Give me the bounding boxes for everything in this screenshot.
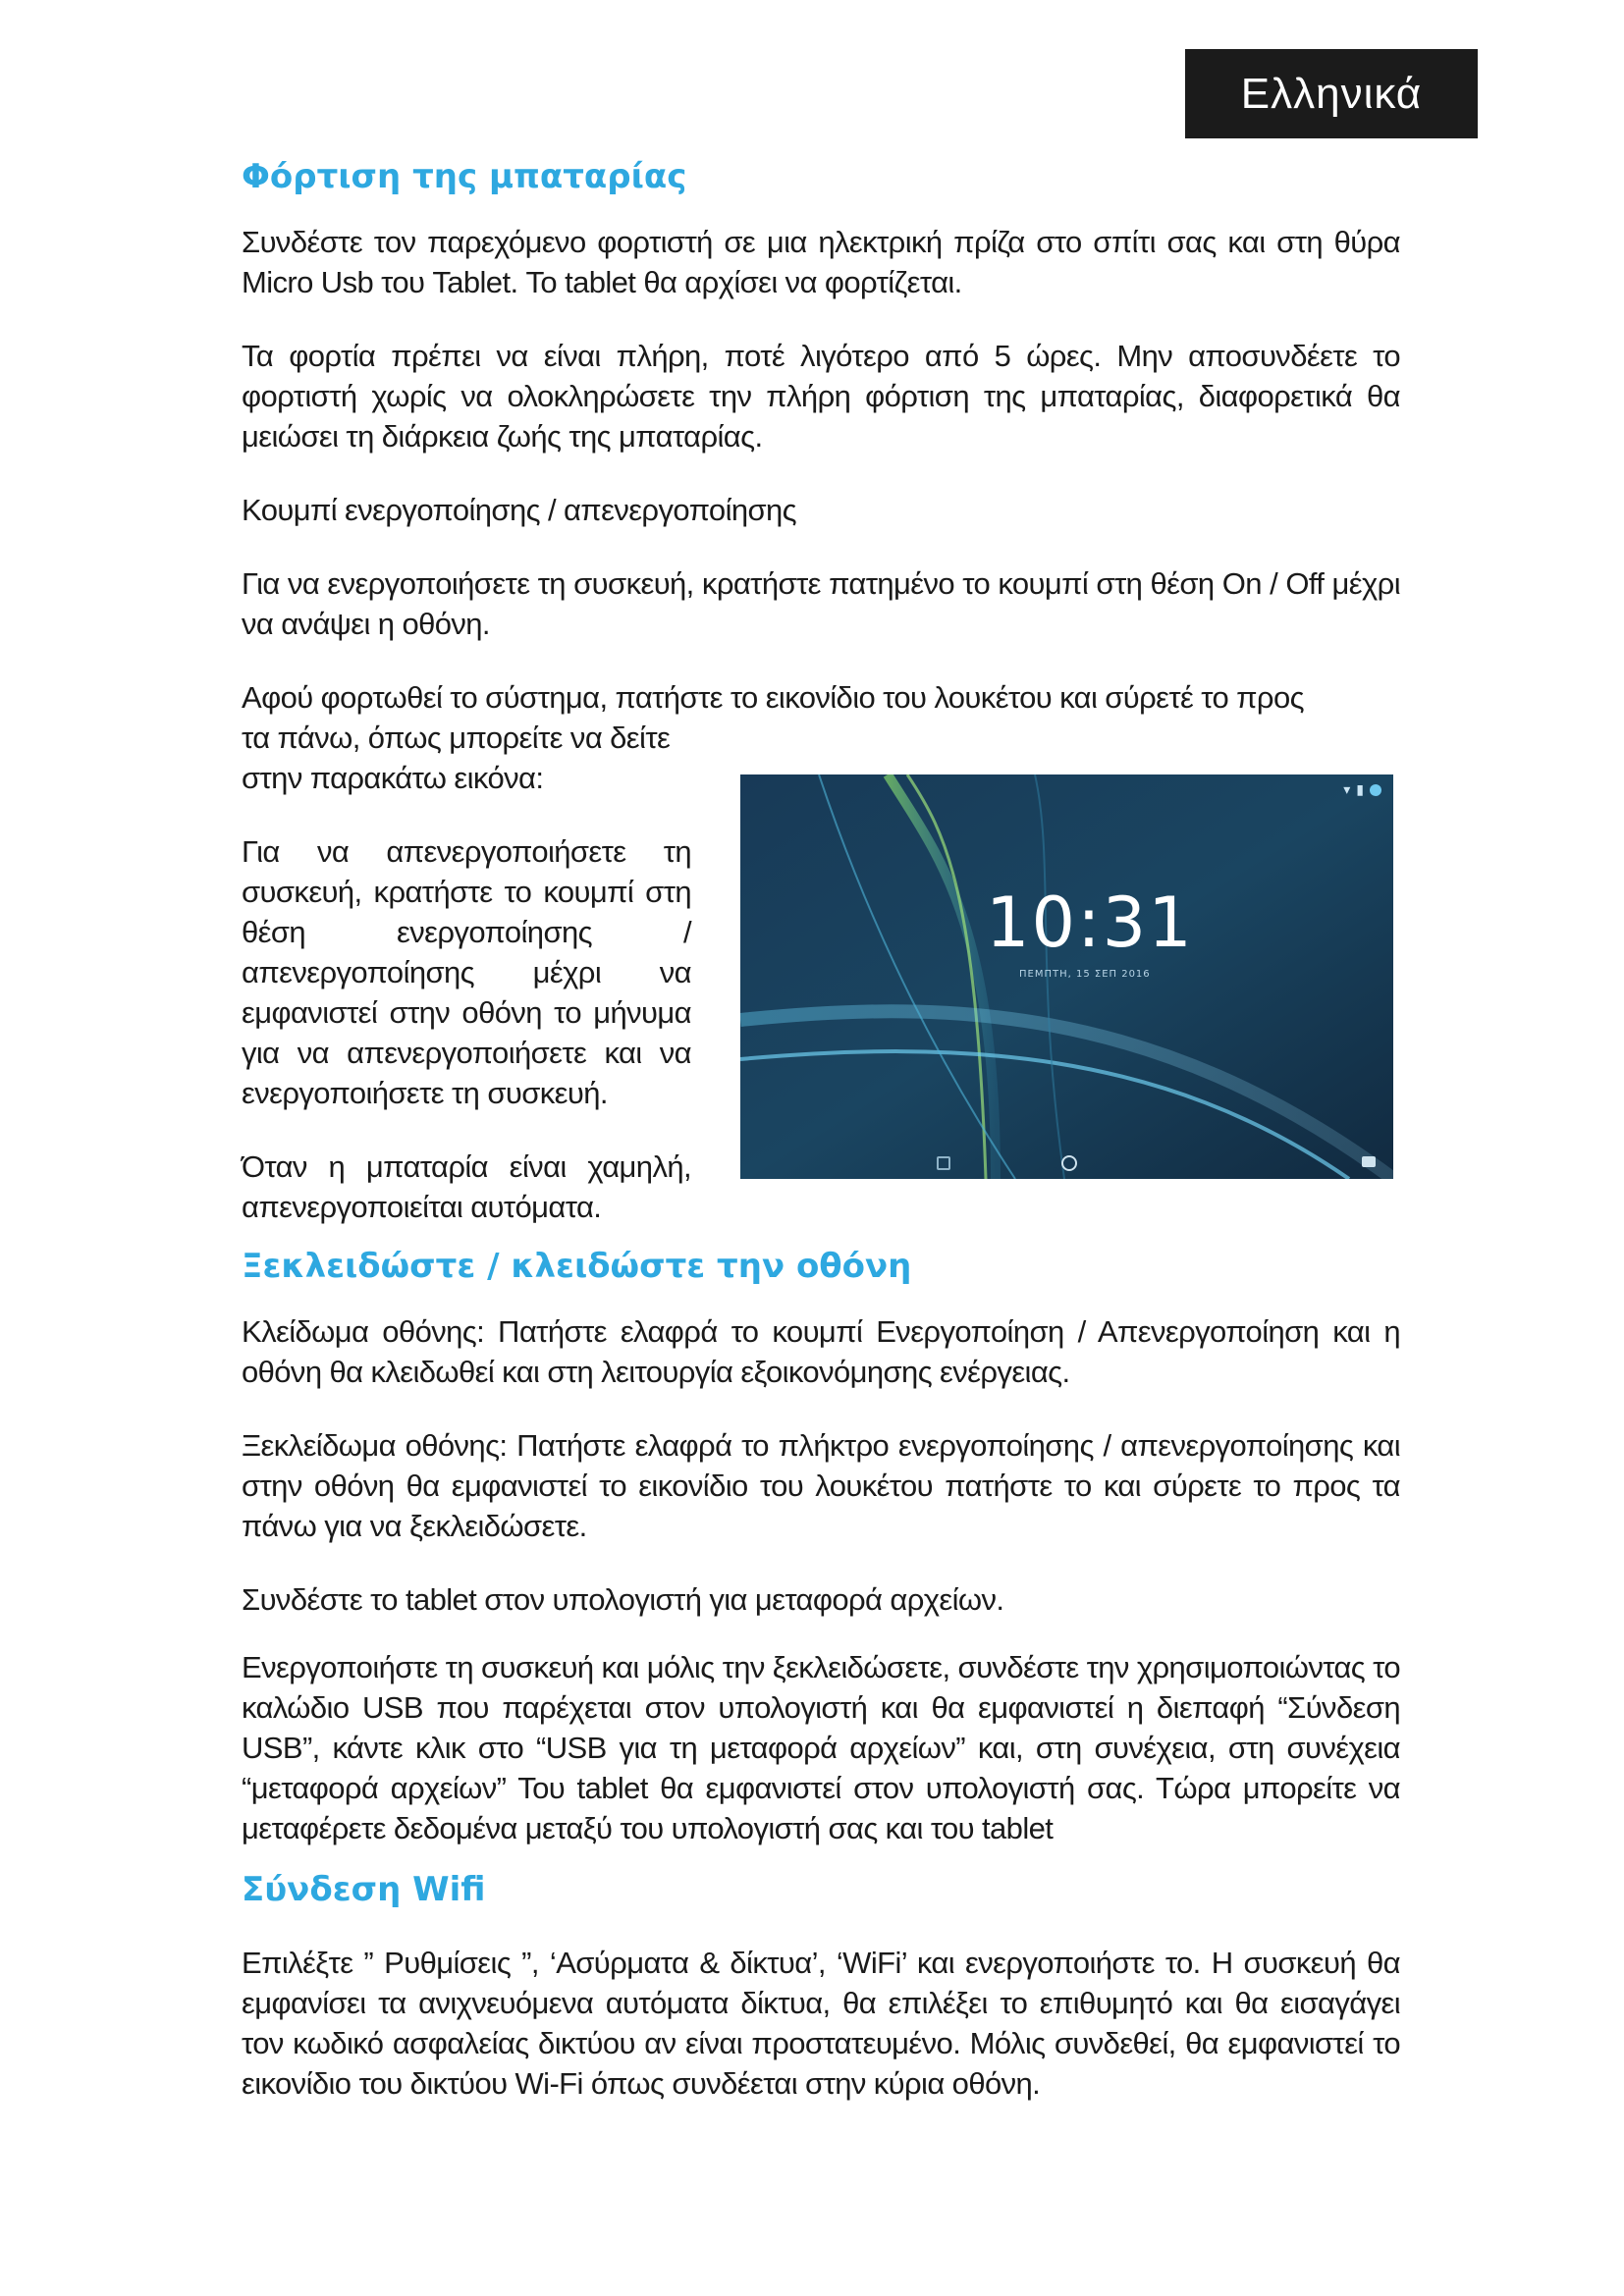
float-section <box>242 677 1400 1227</box>
paragraph-wifi: Επιλέξτε ” Ρυθμίσεις ”, ‘Ασύρματα & δίκτυα’, ‘WiFi’ και ενεργοποιήστε το. Η συσκευή θα εμφανίσει τα ανιχνευόμενα αυτόματα δίκτυα, θα επιλέξει το επιθυμητό και θα εισαγάγει τον κωδικό ασφαλείας δικτύου αν είναι προστατευμένο. Μόλις συνδεθεί, θα εμφανιστεί το εικονίδιο του δικτύου Wi-Fi όπως συνδέεται στην κύρια οθόνη. <box>242 1946 1400 2101</box>
paragraph-unlock-screen: Ξεκλείδωμα οθόνης: Πατήστε ελαφρά το πλήκτρο ενεργοποίησης / απενεργοποίησης και στην οθόνη θα εμφανιστεί το εικονίδιο του λουκέτου πατήστε το και σύρετε το προς τα πάνω για να ξεκλειδώσετε. <box>242 1428 1400 1543</box>
paragraph-lock-screen: Κλείδωμα οθόνης: Πατήστε ελαφρά το κουμπί Ενεργοποίηση / Απενεργοποίηση και η οθόνη θα κλειδωθεί και στη λειτουργία εξοικονόμησης ενέργειας. <box>242 1314 1400 1389</box>
lockscreen-nav <box>740 1153 1393 1173</box>
account-icon <box>1370 784 1381 796</box>
battery-icon: ▮ <box>1356 782 1364 798</box>
left-column <box>242 718 691 1227</box>
paragraph-usb-transfer: Ενεργοποιήστε τη συσκευή και μόλις την ξεκλειδώσετε, συνδέστε την χρησιμοποιώντας το καλώδιο USB που παρέχεται στον υπολογιστή και θα εμφανιστεί η διεπαφή “Σύνδεση USB”, κάντε κλικ στο “USB για τη μεταφορά αρχείων” και, στη συνέχεια, στη συνέχεια “μεταφορά αρχείων” Του tablet θα εμφανιστεί στον υπολογιστή σας. Τώρα μπορείτε να μεταφέρετε δεδομένα μεταξύ του υπολογιστή σας και του tablet <box>242 1650 1400 1845</box>
paragraph-connect-charger: Συνδέστε τον παρεχόμενο φορτιστή σε μια ηλεκτρική πρίζα στο σπίτι σας και στη θύρα Micro Usb του Tablet. Το tablet θα αρχίσει να φορτίζεται. <box>242 225 1400 299</box>
paragraph-usb-title: Συνδέστε το tablet στον υπολογιστή για μεταφορά αρχείων. <box>242 1582 1004 1617</box>
paragraph-power-on: Για να ενεργοποιήσετε τη συσκευή, κρατήστε πατημένο το κουμπί στη θέση On / Off μέχρι να ανάψει η οθόνη. <box>242 566 1400 641</box>
heading-battery-charging: Φόρτιση της μπαταρίας <box>242 157 687 196</box>
paragraph-unlock-intro-line3: στην παρακάτω εικόνα: <box>242 761 544 795</box>
paragraph-power-button-title: Κουμπί ενεργοποίησης / απενεργοποίησης <box>242 493 797 527</box>
heading-wifi: Σύνδεση Wifi <box>242 1870 486 1909</box>
status-bar <box>1343 782 1381 798</box>
heading-lock-unlock: Ξεκλειδώστε / κλειδώστε την οθόνη <box>242 1247 912 1286</box>
paragraph-unlock-intro-line2: τα πάνω, όπως μπορείτε να δείτε <box>242 721 671 755</box>
paragraph-power-off: Για να απενεργοποιήσετε τη συσκευή, κρατήστε το κουμπί στη θέση ενεργοποίησης / απενεργοποίησης μέχρι να εμφανιστεί στην οθόνη το μήνυμα για να απενεργοποιήσετε και να ενεργοποιήσετε τη συσκευή. <box>242 834 691 1110</box>
paragraph-low-battery: Όταν η μπαταρία είναι χαμηλή, απενεργοποιείται αυτόματα. <box>242 1149 691 1224</box>
language-tab: Ελληνικά <box>1185 49 1478 138</box>
lock-icon <box>937 1156 950 1170</box>
camera-icon <box>1362 1156 1376 1167</box>
document-body <box>242 147 1400 2104</box>
lockscreen-date: ΠΕΜΠΤΗ, 15 ΣΕΠ 2016 <box>1019 969 1151 980</box>
lockscreen-clock: 10:31 <box>986 882 1194 963</box>
paragraph-unlock-intro-line1: Αφού φορτωθεί το σύστημα, πατήστε το εικονίδιο του λουκέτου και σύρετέ το προς <box>242 680 1304 715</box>
tablet-lockscreen-image <box>740 774 1393 1179</box>
signal-icon: ▾ <box>1343 782 1351 798</box>
unlock-circle-icon <box>1061 1155 1077 1171</box>
paragraph-charge-duration: Τα φορτία πρέπει να είναι πλήρη, ποτέ λιγότερο από 5 ώρες. Μην αποσυνδέετε το φορτιστή χωρίς να ολοκληρώσετε την πλήρη φόρτιση της μπαταρίας, διαφορετικά θα μειώσει τη διάρκεια ζωής της μπαταρίας. <box>242 339 1400 454</box>
